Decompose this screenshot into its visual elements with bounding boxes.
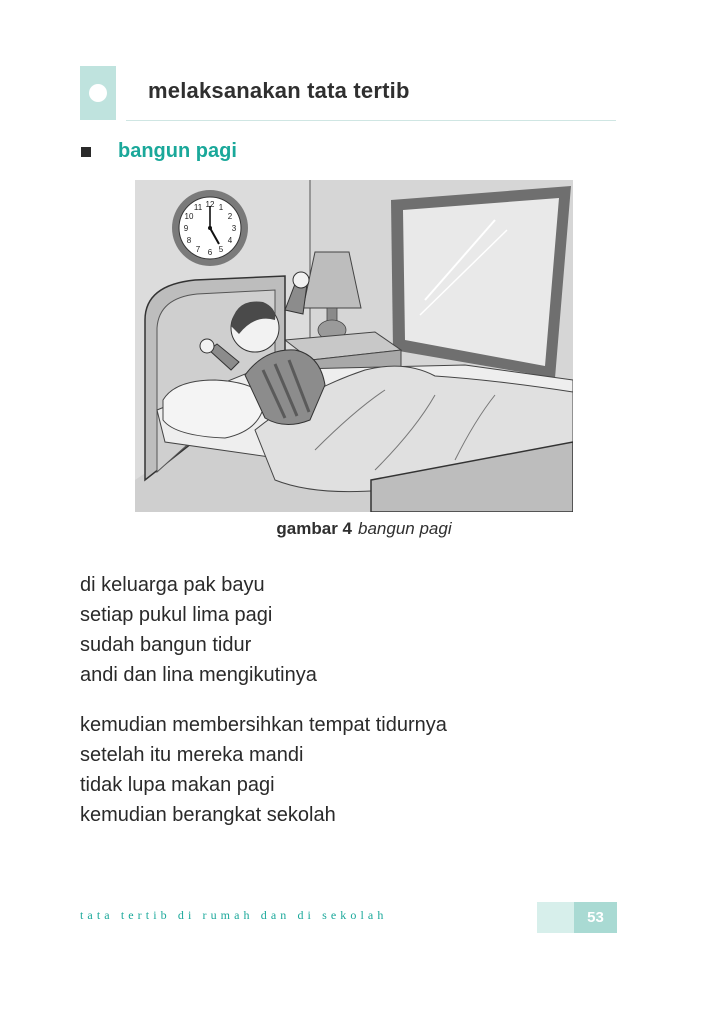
text-line: kemudian berangkat sekolah bbox=[80, 804, 336, 826]
figure-caption bbox=[0, 519, 728, 539]
clock-number: 1 bbox=[218, 203, 224, 212]
text-line: andi dan lina mengikutinya bbox=[80, 664, 317, 686]
clock-number: 9 bbox=[183, 224, 189, 233]
chapter-title: melaksanakan tata tertib bbox=[148, 78, 410, 103]
clock-number: 10 bbox=[184, 212, 194, 221]
figure-caption-text: bangun pagi bbox=[358, 519, 452, 538]
figure-label: gambar 4 bbox=[276, 519, 352, 538]
header-divider bbox=[126, 120, 616, 121]
window bbox=[391, 186, 571, 378]
clock-number: 2 bbox=[227, 212, 233, 221]
text-line: setiap pukul lima pagi bbox=[80, 604, 273, 626]
clock-number: 5 bbox=[218, 245, 224, 254]
page-number: 53 bbox=[574, 902, 617, 933]
square-bullet-icon bbox=[81, 147, 91, 157]
section-title: bangun pagi bbox=[118, 140, 237, 162]
clock-number: 4 bbox=[227, 236, 233, 245]
text-line: di keluarga pak bayu bbox=[80, 574, 265, 596]
clock-number: 3 bbox=[231, 224, 237, 233]
wall-clock bbox=[172, 190, 248, 266]
chapter-header bbox=[80, 66, 616, 122]
clock-number: 6 bbox=[207, 248, 213, 257]
text-line: setelah itu mereka mandi bbox=[80, 744, 304, 766]
footer-book-title: tata tertib di rumah dan di sekolah bbox=[80, 908, 388, 922]
clock-number: 7 bbox=[195, 245, 201, 254]
text-line: kemudian membersihkan tempat tidurnya bbox=[80, 714, 447, 736]
circle-icon bbox=[89, 84, 107, 102]
clock-number: 8 bbox=[186, 236, 192, 245]
chapter-marker bbox=[80, 66, 116, 120]
clock-number: 12 bbox=[205, 200, 215, 209]
clock-number: 11 bbox=[193, 203, 203, 212]
bedroom-illustration bbox=[135, 180, 573, 512]
text-line: tidak lupa makan pagi bbox=[80, 774, 275, 796]
paragraph-1 bbox=[80, 570, 317, 690]
paragraph-2 bbox=[80, 710, 447, 830]
text-line: sudah bangun tidur bbox=[80, 634, 252, 656]
